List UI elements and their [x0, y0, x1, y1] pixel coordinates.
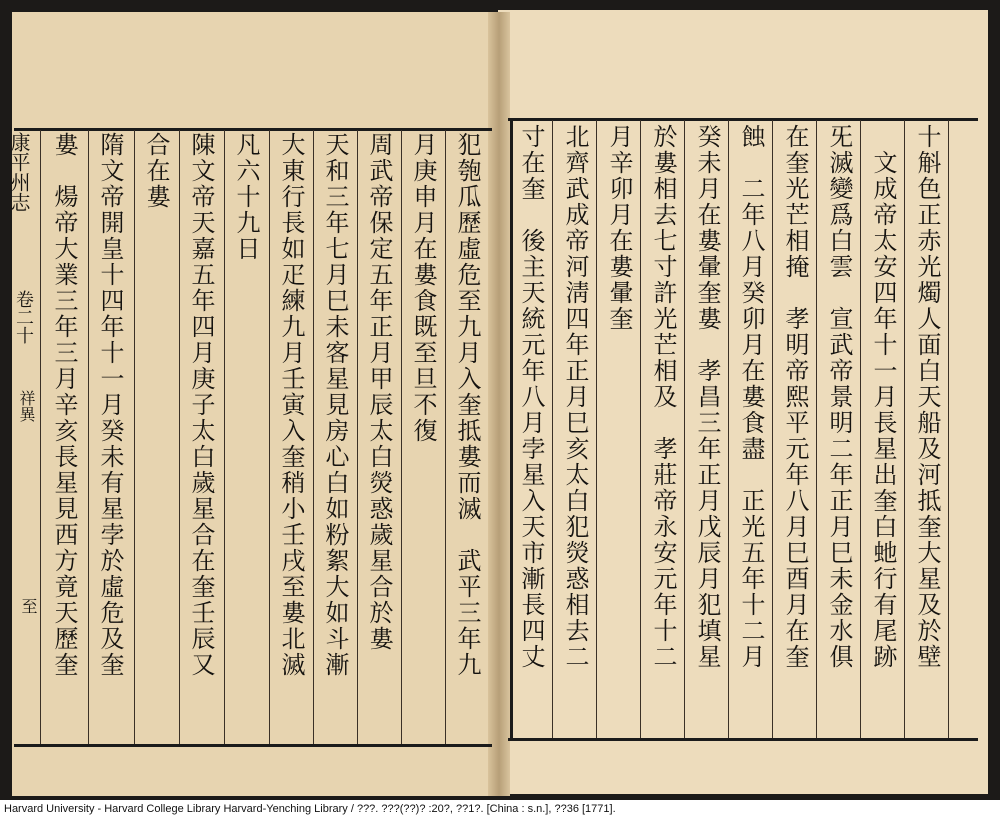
page-number: 至 [19, 598, 38, 614]
left-frame-bottom [14, 744, 492, 747]
text-column: 旡滅變爲白雲 宣武帝景明二年正月巳未金水俱 [825, 124, 853, 670]
column-rule [728, 120, 729, 738]
text-column: 於婁相去七寸許光芒相及 孝莊帝永安元年十二 [649, 124, 677, 670]
right-frame-inner-edge [510, 118, 513, 740]
text-column: 寸在奎 後主天統元年八月孛星入天市漸長四丈 [517, 124, 545, 670]
text-column: 隋文帝開皇十四年十一月癸未有星孛於虛危及奎 [96, 132, 124, 678]
image-caption: Harvard University - Harvard College Library Harvard-Yenching Library / ???. ???(??)? :20?, ??1?. [China : s.n.], ??36 [1771]. [4, 803, 616, 815]
text-column: 北齊武成帝河淸四年正月巳亥太白犯熒惑相去二 [561, 124, 589, 670]
column-rule [269, 130, 270, 744]
text-column: 婁 煬帝大業三年三月辛亥長星見西方竟天歷奎 [50, 132, 78, 678]
column-rule [552, 120, 553, 738]
text-column: 天和三年七月巳未客星見房心白如粉絮大如斗漸 [321, 132, 349, 678]
column-rule [948, 120, 949, 738]
text-column: 犯匏瓜歷虛危至九月入奎抵婁而滅 武平三年九 [453, 132, 481, 678]
text-column: 文成帝太安四年十一月長星出奎白虵行有尾跡 [869, 124, 897, 670]
column-rule [40, 130, 41, 744]
column-rule [88, 130, 89, 744]
column-rule [904, 120, 905, 738]
text-column: 蝕 二年八月癸卯月在婁食盡 正光五年十二月 [737, 124, 765, 670]
column-rule [596, 120, 597, 738]
column-rule [684, 120, 685, 738]
text-column: 在奎光芒相掩 孝明帝熙平元年八月巳酉月在奎 [781, 124, 809, 670]
text-column: 大東行長如疋練九月壬寅入奎稍小壬戌至婁北滅 [277, 132, 305, 678]
text-column: 癸未月在婁暈奎婁 孝昌三年正月戊辰月犯填星 [693, 124, 721, 670]
column-rule [179, 130, 180, 744]
column-rule [401, 130, 402, 744]
margin-section: 祥異 [17, 390, 36, 422]
column-rule [816, 120, 817, 738]
text-column: 十斛色正赤光燭人面白天船及河抵奎大星及於壁 [913, 124, 941, 670]
right-frame-bottom [508, 738, 978, 741]
column-rule [134, 130, 135, 744]
right-frame-top [508, 118, 978, 121]
margin-volume: 卷二十 [13, 290, 34, 344]
column-rule [357, 130, 358, 744]
text-column: 周武帝保定五年正月甲辰太白熒惑歲星合於婁 [365, 132, 393, 652]
margin-book-title: 康平州志 [7, 132, 31, 212]
column-rule [224, 130, 225, 744]
text-column: 月辛卯月在婁暈奎 [605, 124, 633, 332]
column-rule [445, 130, 446, 744]
column-rule [640, 120, 641, 738]
column-rule [772, 120, 773, 738]
column-rule [313, 130, 314, 744]
text-column: 凡六十九日 [232, 132, 260, 262]
text-column: 陳文帝天嘉五年四月庚子太白歲星合在奎壬辰又 [187, 132, 215, 678]
column-rule [860, 120, 861, 738]
text-column: 月庚申月在婁食既至旦不復 [409, 132, 437, 444]
text-column: 合在婁 [142, 132, 170, 210]
left-frame-top [14, 128, 492, 131]
